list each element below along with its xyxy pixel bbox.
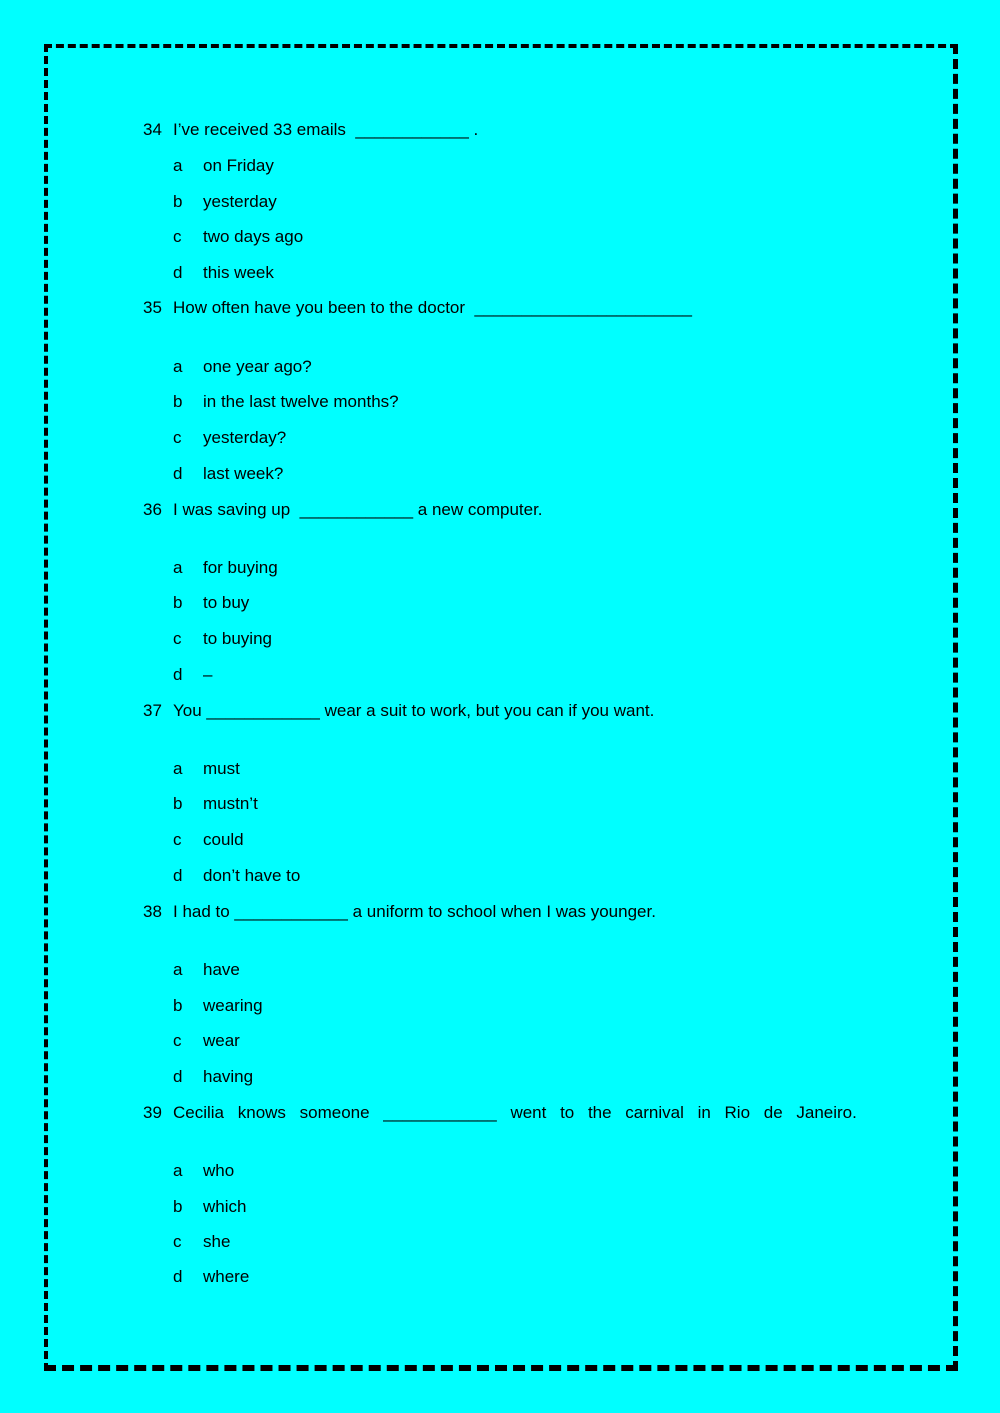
option-text[interactable]: – — [203, 665, 213, 684]
option-letter: a — [173, 558, 183, 577]
option-text[interactable]: this week — [203, 263, 274, 282]
option-text[interactable]: don’t have to — [203, 866, 301, 885]
option-letter: c — [173, 629, 182, 648]
option-text[interactable]: wearing — [203, 996, 263, 1015]
option-letter: d — [173, 866, 183, 885]
option-letter: b — [173, 392, 183, 411]
option-text[interactable]: mustn’t — [203, 794, 258, 813]
question-text — [173, 1103, 857, 1123]
option-text[interactable]: must — [203, 759, 240, 778]
option-letter: c — [173, 428, 182, 447]
question-text: I’ve received 33 emails ____________ . — [173, 120, 479, 139]
option-letter: a — [173, 960, 183, 979]
question-number: 37 — [143, 701, 162, 720]
option-letter: c — [173, 1031, 182, 1050]
question-word: the — [587, 1103, 612, 1122]
option-letter: b — [173, 1197, 183, 1216]
option-text[interactable]: for buying — [203, 558, 278, 577]
question-number: 34 — [143, 120, 162, 139]
option-text[interactable]: having — [203, 1067, 254, 1086]
option-text[interactable]: could — [203, 830, 244, 849]
option-letter: c — [173, 227, 182, 246]
option-text[interactable]: yesterday — [203, 192, 277, 211]
question-number: 39 — [143, 1103, 162, 1122]
option-text[interactable]: to buy — [203, 593, 250, 612]
question-number: 38 — [143, 902, 162, 921]
option-letter: b — [173, 996, 183, 1015]
option-letter: a — [173, 759, 183, 778]
option-text[interactable]: she — [203, 1232, 231, 1251]
question-word: someone — [299, 1103, 370, 1122]
question-word: Janeiro. — [796, 1103, 857, 1122]
question-word: de — [763, 1103, 783, 1122]
option-text[interactable]: on Friday — [203, 156, 274, 175]
option-letter: d — [173, 464, 183, 483]
option-letter: b — [173, 192, 183, 211]
option-text[interactable]: have — [203, 960, 240, 979]
option-letter: a — [173, 1161, 183, 1180]
option-letter: c — [173, 1232, 182, 1251]
option-text[interactable]: where — [203, 1267, 250, 1286]
option-letter: b — [173, 794, 183, 813]
option-text[interactable]: wear — [203, 1031, 240, 1050]
option-letter: d — [173, 263, 183, 282]
question-word: in — [697, 1103, 711, 1122]
option-letter: d — [173, 1067, 183, 1086]
question-word: carnival — [625, 1103, 684, 1122]
option-letter: c — [173, 830, 182, 849]
option-text[interactable]: which — [203, 1197, 247, 1216]
question-text: I was saving up ____________ a new computer. — [173, 500, 543, 519]
option-text[interactable]: last week? — [203, 464, 284, 483]
option-letter: d — [173, 1267, 183, 1286]
option-text[interactable]: yesterday? — [203, 428, 287, 447]
question-word: Cecilia — [173, 1103, 225, 1122]
option-text[interactable]: one year ago? — [203, 357, 312, 376]
question-number: 36 — [143, 500, 162, 519]
option-text[interactable]: who — [203, 1161, 235, 1180]
option-letter: d — [173, 665, 183, 684]
question-text: You ____________ wear a suit to work, but you can if you want. — [173, 701, 655, 720]
question-text: I had to ____________ a uniform to school when I was younger. — [173, 902, 656, 921]
option-text[interactable]: to buying — [203, 629, 272, 648]
question-number: 35 — [143, 298, 162, 317]
option-letter: a — [173, 156, 183, 175]
option-text[interactable]: two days ago — [203, 227, 304, 246]
option-letter: a — [173, 357, 183, 376]
question-word: Rio — [724, 1103, 751, 1122]
question-blank: ____________ — [383, 1103, 497, 1122]
question-word: knows — [237, 1103, 286, 1122]
option-letter: b — [173, 593, 183, 612]
option-text[interactable]: in the last twelve months? — [203, 392, 399, 411]
question-word: to — [560, 1103, 575, 1122]
question-word: went — [510, 1103, 547, 1122]
question-text: How often have you been to the doctor _______________________ — [173, 298, 692, 317]
